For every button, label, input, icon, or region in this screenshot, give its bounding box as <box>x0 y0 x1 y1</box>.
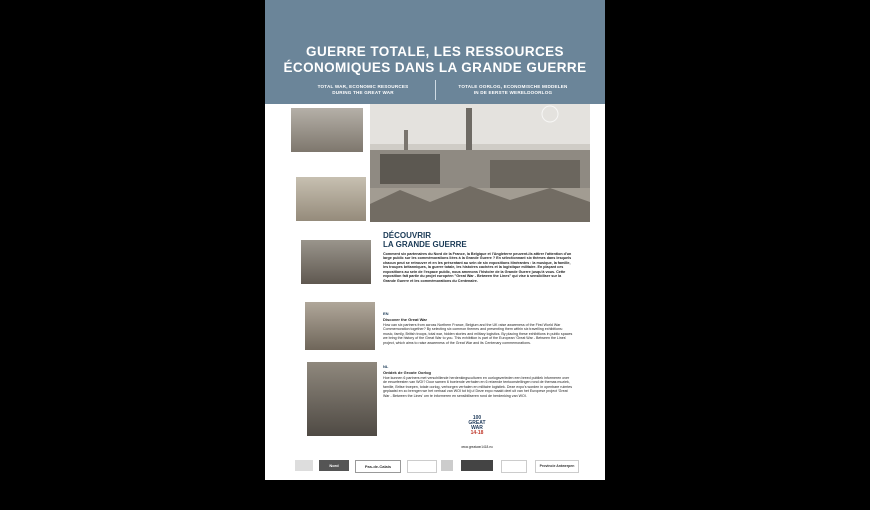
logo-nord: Nord <box>319 460 349 471</box>
badge-war: WAR <box>471 425 483 431</box>
logo-antwerpen: Provincie Antwerpen <box>535 460 579 473</box>
poster <box>265 0 605 510</box>
factory-ruins-photo <box>370 104 590 222</box>
logo-3 <box>441 460 453 471</box>
logo-pas-de-calais: Pas-de-Calais <box>355 460 401 473</box>
title-line-1: GUERRE TOTALE, LES RESSOURCES <box>306 44 564 59</box>
title-line-2: ÉCONOMIQUES DANS LA GRANDE GUERRE <box>283 60 587 75</box>
nl-subheading: Ontdek de Groote Oorlog <box>383 370 432 375</box>
subtitle-nl <box>443 84 583 96</box>
photo-family <box>307 362 377 436</box>
en-label: EN <box>383 311 389 316</box>
poster-header <box>265 0 605 104</box>
photo-group <box>301 240 371 284</box>
subtitle-en <box>303 84 423 96</box>
partner-logos <box>265 456 605 476</box>
subtitle-divider <box>435 80 436 100</box>
heading-line-2: LA GRANDE GUERRE <box>383 240 467 249</box>
en-subheading: Discover the Great War <box>383 317 428 322</box>
centenary-logo <box>466 416 488 440</box>
logo-1 <box>295 460 313 471</box>
logo-2 <box>407 460 437 473</box>
french-text: Comment six partenaires du Nord de la France, la Belgique et l'Angleterre peuvent-ils attirer l'attention d'un large public sur les commémorations liées à la Grande Guerre ? En sélectionnant six thèmes dans lesquels chacun peut se retrouver et en les présentant au sein de six expositions itinérantes : la musique, la famille, les troupes britanniques, la guerre totale, les histoires cachées et la logistique militaire. En plaçant ces expositions au sein de l'espace public, nous amenons l'histoire de la Grande Guerre jusqu'à vous. Cette exposition fait partie du projet européen "Great War - Between the Lines" qui vise à sensibiliser sur la Grande Guerre et les commémorations du Centenaire. <box>383 252 572 283</box>
badge-great: GREAT <box>468 420 486 426</box>
logo-5 <box>501 460 527 473</box>
photo-airship <box>295 176 367 222</box>
subtitle-en-line-1: TOTAL WAR, ECONOMIC RESOURCES <box>317 84 409 89</box>
dutch-text: Hoe kunnen 6 partners met verschillende herdenkingsculturen en oorlogsverleden een breed publiek informeren over de eeuwfeesten van WOI? Door samen 6 boeiende verhalen en 6 reizende tentoonstellingen rond de themas muziek, familie, Britse troepen, totale oorlog, verborgen verhalen en militaire logistiek. Deze expo's worden in openbare ruimtes geplaatst en zo brengen we het verhaal van WOI tot bij u! Deze expo maakt deel uit van het Europese project 'Great War - Between the Lines' om te informeren en sensibiliseren rond de herdenking van WOI. <box>383 376 573 398</box>
heading-line-1: DÉCOUVRIR <box>383 231 432 240</box>
subtitle-nl-line-2: IN DE EERSTE WERELDOORLOG <box>473 90 553 95</box>
photo-soldier <box>291 108 363 152</box>
section-heading <box>383 231 493 249</box>
website-url: www.greatwar1418.eu <box>461 445 493 449</box>
subtitle-en-line-2: DURING THE GREAT WAR <box>332 90 394 95</box>
badge-100: 100 <box>472 415 482 421</box>
poster-footer <box>265 480 605 510</box>
nl-label: NL <box>383 364 389 369</box>
photo-horses <box>305 302 375 350</box>
badge-years: 14-18 <box>470 430 484 436</box>
subtitle-nl-line-1: TOTALE OORLOG, ECONOMISCHE MIDDELEN <box>458 84 568 89</box>
english-text: How can six partners from across Northern France, Belgium and the UK raise awareness of the First World War Commemoration together? By selecting six common themes and presenting them within six travelling exhibitions: music, family, British troops, total war, hidden stories and military logistics. By placing these exhibitions in public spaces we bring the history of the Great War to you. This exhibition is part of the European 'Great War - Between the Lines' project, which aims to raise awareness of the Great War and its Centenary commemorations. <box>383 323 573 345</box>
logo-4 <box>461 460 493 471</box>
poster-title <box>265 44 605 76</box>
